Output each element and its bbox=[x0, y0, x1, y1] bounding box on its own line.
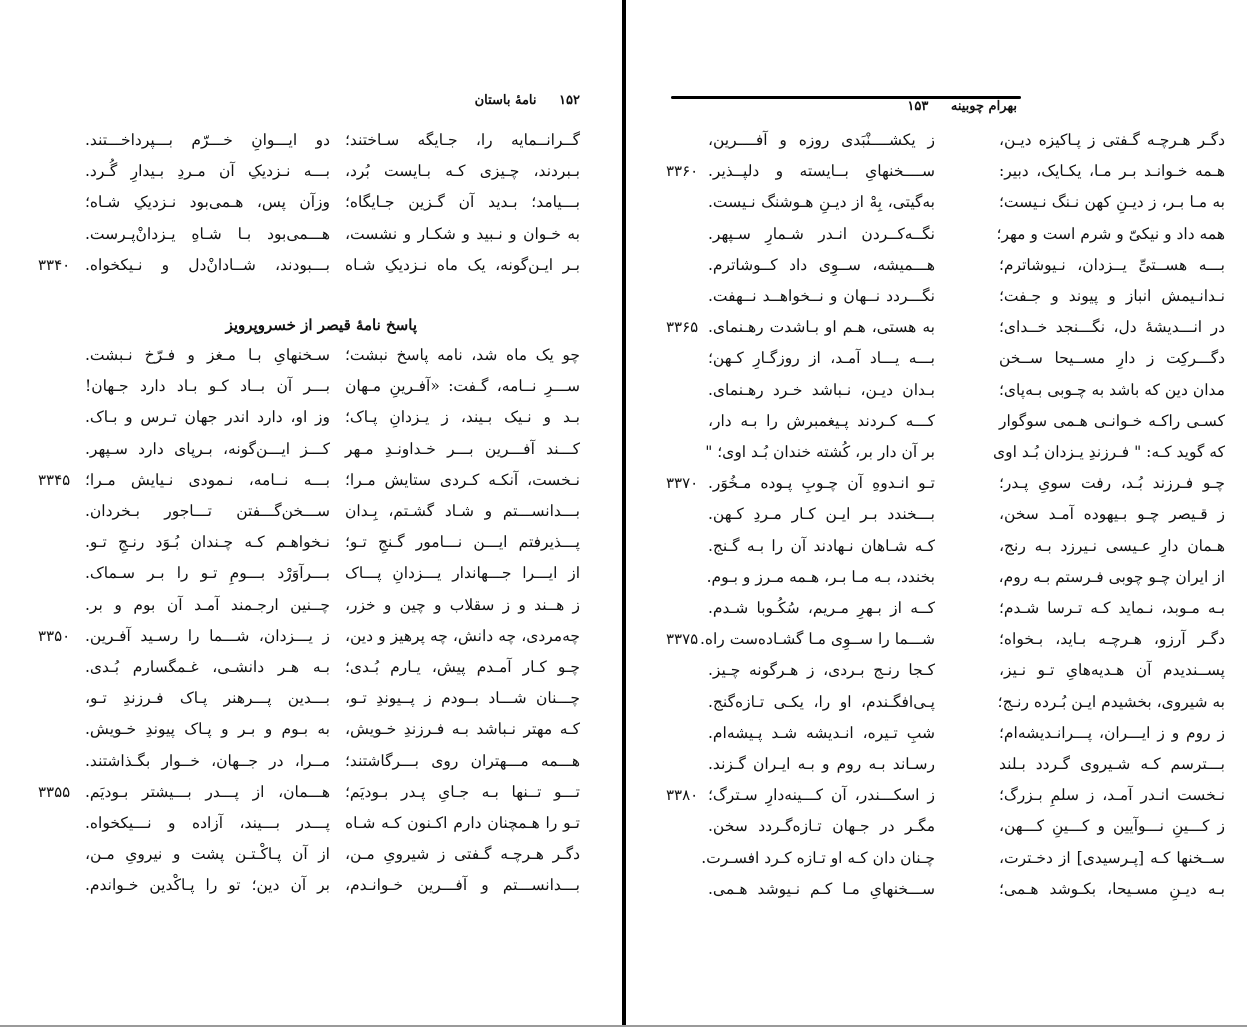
first-hemistich: چه‌مردی، چه دانش، چه پرهیز و دین، bbox=[345, 626, 580, 645]
verse-line bbox=[626, 655, 1247, 685]
second-hemistich: بـــدین پـــرهنر پـاک فـرزندِ تـو، bbox=[85, 689, 330, 708]
first-hemistich: بـر ایـن‌گونه، یک ماه نـزدیکِ شـاه bbox=[345, 255, 580, 274]
first-hemistich: هـمه خـوانـد بـر مـا، یکـایک، دبیر: bbox=[999, 162, 1225, 181]
second-hemistich: بـدان دیـن، نـباشد خـرد رهـنمای. bbox=[708, 380, 935, 399]
verse-line bbox=[0, 125, 622, 155]
first-hemistich: مدان دین که باشد به چـوبی بـه‌پای؛ bbox=[999, 380, 1225, 399]
second-hemistich: بـــبودند، شــادانْ‌دل و نـیکخواه. bbox=[85, 255, 330, 274]
second-hemistich: بخندد، بـه مـا بـر، هـمه مـرز و بـوم. bbox=[706, 567, 935, 586]
verse-line bbox=[626, 281, 1247, 311]
verse-line bbox=[0, 839, 622, 869]
verse-line bbox=[626, 312, 1247, 342]
verse-line bbox=[626, 749, 1247, 779]
verse-number: ۳۳۶۰ bbox=[666, 162, 699, 181]
verse-line bbox=[626, 125, 1247, 155]
first-hemistich: نـخست، آنکـه کـردی ستایش مـرا؛ bbox=[345, 470, 580, 489]
second-hemistich: به بـوم و بـر و پـاک پیوندِ خـویش. bbox=[85, 720, 330, 739]
verse-line bbox=[626, 562, 1247, 592]
running-title: بهرام چوبینه bbox=[950, 99, 1017, 114]
first-hemistich: دگـر آرزو، هـرچـه بـاید، بـخواه؛ bbox=[999, 630, 1225, 649]
first-hemistich: از ایـــرا جـــهاندار یـــزدانِ پـــاک bbox=[345, 564, 580, 583]
second-hemistich: ســـخن‌گـــفتن تـــاجور بـخردان. bbox=[85, 502, 330, 520]
verse-line bbox=[0, 156, 622, 186]
verse-line bbox=[626, 687, 1247, 717]
verse-line bbox=[0, 808, 622, 838]
verse-line bbox=[0, 870, 622, 900]
verse-line bbox=[626, 219, 1247, 249]
first-hemistich: بـه دیـنِ مسـیحا، بکـوشد هـمی؛ bbox=[999, 879, 1225, 898]
verse-line bbox=[626, 843, 1247, 873]
first-hemistich: بـــیامد؛ بـدید آن گـزین جـایگاه؛ bbox=[345, 193, 580, 212]
verse-line bbox=[626, 250, 1247, 280]
page-number: ۱۵۲ bbox=[559, 93, 580, 108]
first-hemistich: بـه مـوبد، نـماید کـه تـرسا شـدم؛ bbox=[999, 599, 1225, 617]
first-hemistich: بـد و نـیک بـیند، ز یـزدانِ پـاک؛ bbox=[345, 408, 580, 427]
verse-line bbox=[626, 375, 1247, 405]
second-hemistich: به هستی، هـم او بـاشدت رهـنمای. bbox=[708, 318, 935, 337]
second-hemistich: کـه شـاهان نـهادند آن را بـه گـنج. bbox=[708, 536, 935, 555]
verse-line bbox=[626, 593, 1247, 623]
verse-line bbox=[0, 714, 622, 744]
second-hemistich: هـــمی‌بود بـا شـاهِ یـزدانْ‌پـرست. bbox=[85, 224, 330, 243]
verse-line bbox=[626, 874, 1247, 904]
verse-line bbox=[0, 558, 622, 588]
verse-line bbox=[0, 340, 622, 370]
first-hemistich: دگـر هـرچـه گـفتی ز پـاکیزه دیـن، bbox=[999, 131, 1225, 149]
first-hemistich: بـــترسم کـه شـیروی گـردد بـلند bbox=[999, 755, 1225, 773]
verse-line bbox=[0, 371, 622, 401]
first-hemistich: ز هــند و ز سقلاب و چین و خزر، bbox=[345, 595, 580, 614]
second-hemistich: کــه از بـهرِ مـریم، سُکُـوبا شـدم. bbox=[708, 599, 935, 617]
verse-line bbox=[626, 437, 1247, 467]
second-hemistich: ز یکشــــنْبَدی روزه و آفــــرین، bbox=[708, 131, 935, 149]
second-hemistich: دو ایـــوانِ خـــرّم بـــپرداخـــتند. bbox=[85, 131, 330, 149]
verse-number: ۳۳۴۵ bbox=[38, 470, 71, 489]
second-hemistich: از آن پـاکْـتـن پشت و نیرویِ مـن، bbox=[85, 845, 330, 864]
right-page-header bbox=[907, 99, 1017, 114]
verse-line bbox=[0, 187, 622, 217]
first-hemistich: کـــند آفـــرین بـــر خـداونـدِ مـهر bbox=[345, 439, 580, 458]
verse-line bbox=[626, 780, 1247, 810]
page-number: ۱۵۳ bbox=[907, 99, 929, 114]
verse-line bbox=[0, 777, 622, 807]
first-hemistich: که گوید کـه: " فـرزندِ یـزدان بُـد اوی bbox=[993, 443, 1225, 461]
first-hemistich: هـمان دارِ عـیسی نـیرزد بـه رنج، bbox=[999, 536, 1225, 555]
second-hemistich: رسـاند بـه روم و بـه ایـران گـزند. bbox=[708, 755, 935, 773]
first-hemistich: بـبردند، چـیزی کـه بـایست بُرد، bbox=[345, 162, 580, 181]
second-hemistich: بـــرآوَرْد بـــومِ تـو را بـر سـماک. bbox=[85, 564, 330, 583]
second-hemistich: بـــه نــامه، نـمودی نـیایش مـرا؛ bbox=[85, 470, 330, 489]
first-hemistich: ســـرِ نــامه، گـفت: «آفـرینِ مـهان bbox=[345, 377, 580, 396]
second-hemistich: نـخواهـم کـه چـندان بُـوَد رنـجِ تـو. bbox=[85, 533, 330, 552]
second-hemistich: بر آن دین؛ تو را پـاکْدین خـواندم. bbox=[85, 876, 330, 895]
first-hemistich: بـــه هســتیِّ یــزدان، نـیوشاترم؛ bbox=[999, 255, 1225, 274]
second-hemistich: شبِ تـیره، انـدیشه شـد پـیشه‌ام. bbox=[708, 723, 935, 742]
second-hemistich: چــنین ارجـمند آمـد آن بوم و بر. bbox=[85, 595, 330, 614]
right-page bbox=[626, 0, 1247, 1027]
verse-number: ۳۳۴۰ bbox=[38, 255, 71, 274]
verse-line bbox=[626, 468, 1247, 498]
first-hemistich: چـــنان شـــاد بــودم ز پــیوندِ تـو، bbox=[345, 689, 580, 708]
first-hemistich: هـــمه مـــهتران روی بـــرگاشتند؛ bbox=[345, 751, 580, 770]
first-hemistich: چـو کـار آمـدم پیش، یـارم بُـدی؛ bbox=[345, 658, 580, 676]
verse-line bbox=[0, 652, 622, 682]
first-hemistich: بـــدانســـتم و شـاد گشـتم، بِـدان bbox=[345, 502, 580, 520]
verse-line bbox=[626, 718, 1247, 748]
first-hemistich: به مـا بـر، ز دیـنِ کهن نـنگ نـیست؛ bbox=[999, 193, 1225, 212]
verse-number: ۳۳۷۵ bbox=[666, 630, 699, 649]
verse-line bbox=[0, 434, 622, 464]
left-page bbox=[0, 0, 622, 1027]
verse-line bbox=[626, 531, 1247, 561]
second-hemistich: چـنان دان کـه او تـازه کـرد افسـرت. bbox=[701, 848, 935, 867]
verse-line bbox=[0, 683, 622, 713]
verse-number: ۳۳۶۵ bbox=[666, 318, 699, 337]
first-hemistich: نـخست انـدر آمـد، ز سلمِ بـزرگ؛ bbox=[999, 786, 1225, 805]
first-hemistich: پســندیدم آن هـدیه‌هایِ تـو نـیز، bbox=[999, 661, 1225, 680]
verse-line bbox=[626, 624, 1247, 654]
second-hemistich: بـــر آن بــاد کـو بـاد دارد جـهان! bbox=[85, 377, 330, 396]
first-hemistich: ز روم و ز ایـــران، پـــرانـدیشه‌ام؛ bbox=[999, 723, 1225, 742]
verse-number: ۳۳۸۰ bbox=[666, 786, 699, 805]
first-hemistich: بـــدانســـتم و آفـــرین خـوانـدم، bbox=[345, 876, 580, 895]
verse-number: ۳۳۷۰ bbox=[666, 474, 699, 493]
first-hemistich: کسـی راکـه خـوانـی هـمی سوگوار bbox=[999, 411, 1225, 430]
second-hemistich: نگـــردد نــهان و نــخواهــد نــهفت. bbox=[708, 287, 935, 305]
verse-line bbox=[0, 465, 622, 495]
second-hemistich: تـو انـدوهِ آن چـوبِ پـوده مـخُوَر. bbox=[708, 474, 935, 493]
second-hemistich: هـــمیشه، ســوِی داد کــوشاترم. bbox=[708, 255, 935, 274]
second-hemistich: وز او، دارد اندر جهان تـرس و بـاک. bbox=[85, 408, 330, 427]
second-hemistich: کـجا رنـج بـردی، ز هـرگونه چـیز. bbox=[708, 661, 935, 680]
verse-line bbox=[0, 621, 622, 651]
second-hemistich: ز اسکـــندر، آن کـــینه‌دارِ سـترگ؛ bbox=[708, 786, 935, 805]
first-hemistich: همه داد و نیکیّ و شرم است و مهر؛ bbox=[996, 224, 1225, 243]
left-page-header bbox=[475, 93, 580, 108]
second-hemistich: کـــه کـردند پـیغمبرش را بـه دار، bbox=[708, 411, 935, 430]
second-hemistich: ســــخنهایِ بــایسته و دلپــذیر. bbox=[708, 162, 935, 181]
second-hemistich: کـــز ایـــن‌گونه، بـرپای دارد سـپهر. bbox=[85, 439, 330, 458]
verse-line bbox=[0, 402, 622, 432]
first-hemistich: چو یک ماه شد، نامه پاسخ نبشت؛ bbox=[345, 346, 580, 364]
second-hemistich: پـــدر بـــیند، آزاده و نـــیکخواه. bbox=[85, 814, 330, 832]
verse-line bbox=[0, 590, 622, 620]
first-hemistich: نـدانـیمش انباز و پیوند و جـفت؛ bbox=[999, 287, 1225, 305]
second-hemistich: شـــما را ســوِی مـا گشـادەست راه. bbox=[699, 630, 935, 649]
first-hemistich: گــرانــمایه را، جـایگه سـاختند؛ bbox=[345, 131, 580, 149]
first-hemistich: از ایران چـو چوبی فـرستم بـه روم، bbox=[998, 567, 1225, 586]
first-hemistich: تـــو تــنها بـه جـایِ پـدر بـودیَم؛ bbox=[345, 782, 580, 801]
verse-line bbox=[0, 250, 622, 280]
first-hemistich: به خـوان و نـبید و شکـار و نشست، bbox=[345, 224, 580, 243]
second-hemistich: بـه هـر دانشـی، غـمگسارم بُـدی. bbox=[85, 658, 330, 676]
second-hemistich: هـــمان، از پـــدر بـــیشتر بـودیَم. bbox=[85, 782, 330, 801]
running-title: نامهٔ باستان bbox=[474, 93, 537, 108]
first-hemistich: ز کـــینِ نـــوآیین و کـــینِ کـــهن، bbox=[999, 817, 1225, 836]
second-hemistich: بـــه نـزدیکِ آن مـردِ بـیدارِ گُـرد. bbox=[85, 162, 330, 181]
verse-number: ۳۳۵۵ bbox=[38, 782, 71, 801]
second-hemistich: وزآن پس، هـمی‌بود نـزدیکِ شـاه؛ bbox=[85, 193, 330, 212]
first-hemistich: ز قـیصر چـو بـیهوده آمـد سخن، bbox=[999, 505, 1225, 524]
verse-line bbox=[626, 811, 1247, 841]
second-hemistich: نگــه‌کــردن انـدر شـمارِ سـپهر. bbox=[708, 224, 935, 243]
second-hemistich: بـــخندد بـر ایـن کـار مـردِ کـهن. bbox=[708, 505, 935, 524]
second-hemistich: مگـر در جـهان تـازه‌گـردد سخن. bbox=[708, 817, 935, 836]
second-hemistich: بـــه یـــاد آمـد، از روزگـارِ کـهن؛ bbox=[708, 349, 935, 368]
first-hemistich: کـه مهتر نـباشد بـه فـرزندِ خـویش، bbox=[345, 720, 580, 739]
verse-line bbox=[0, 496, 622, 526]
verse-line bbox=[0, 219, 622, 249]
section-title: پاسخ نامهٔ قیصر از خسروپرویز bbox=[225, 316, 417, 334]
first-hemistich: در انـــدیشهٔ دل، نگـــنجد خــدای؛ bbox=[999, 318, 1225, 337]
verse-number: ۳۳۵۰ bbox=[38, 626, 71, 645]
first-hemistich: به شیروی، بخشیدم ایـن بُـرده رنـج؛ bbox=[997, 692, 1225, 711]
second-hemistich: سـخنهایِ بـا مـغز و فـرّخ نـبشت. bbox=[85, 346, 330, 364]
second-hemistich: به‌گیتی، بِهْ از دیـنِ هـوشنگ نـیست. bbox=[708, 193, 935, 212]
second-hemistich: ز یـــزدان، شـــما را رسـید آفـرین. bbox=[85, 626, 330, 645]
verse-line bbox=[0, 527, 622, 557]
verse-line bbox=[0, 746, 622, 776]
first-hemistich: ســخنها کـه [پـرسیدی] از دخـترت، bbox=[999, 848, 1225, 867]
verse-line bbox=[626, 343, 1247, 373]
verse-line bbox=[626, 156, 1247, 186]
second-hemistich: بر آن دار بر، کُشته خندان بُـد اوی؛ " bbox=[705, 443, 935, 461]
verse-line bbox=[626, 187, 1247, 217]
first-hemistich: دگـــرکِت ز دارِ مســیحا ســخن bbox=[999, 349, 1225, 368]
second-hemistich: ســـخنهایِ مـا کـم نـیوشد هـمی. bbox=[708, 879, 935, 898]
second-hemistich: پـی‌افگـندم، او را، یکـی تـازه‌گنج. bbox=[708, 692, 935, 711]
verse-line bbox=[626, 499, 1247, 529]
first-hemistich: پـــذیرفتم ایـــن نـــامور گـنجِ تـو؛ bbox=[345, 533, 580, 552]
first-hemistich: چـو فـرزند بُـد، رفت سویِ پـدر؛ bbox=[999, 474, 1225, 493]
first-hemistich: تـو را هـمچنان دارم اکـنون کـه شـاه bbox=[345, 814, 580, 832]
verse-line bbox=[626, 406, 1247, 436]
second-hemistich: مــرا، در جــهان، خــوار بگـذاشتند. bbox=[85, 751, 330, 770]
first-hemistich: دگـر هـرچـه گـفتی ز شیرویِ مـن، bbox=[345, 845, 580, 864]
